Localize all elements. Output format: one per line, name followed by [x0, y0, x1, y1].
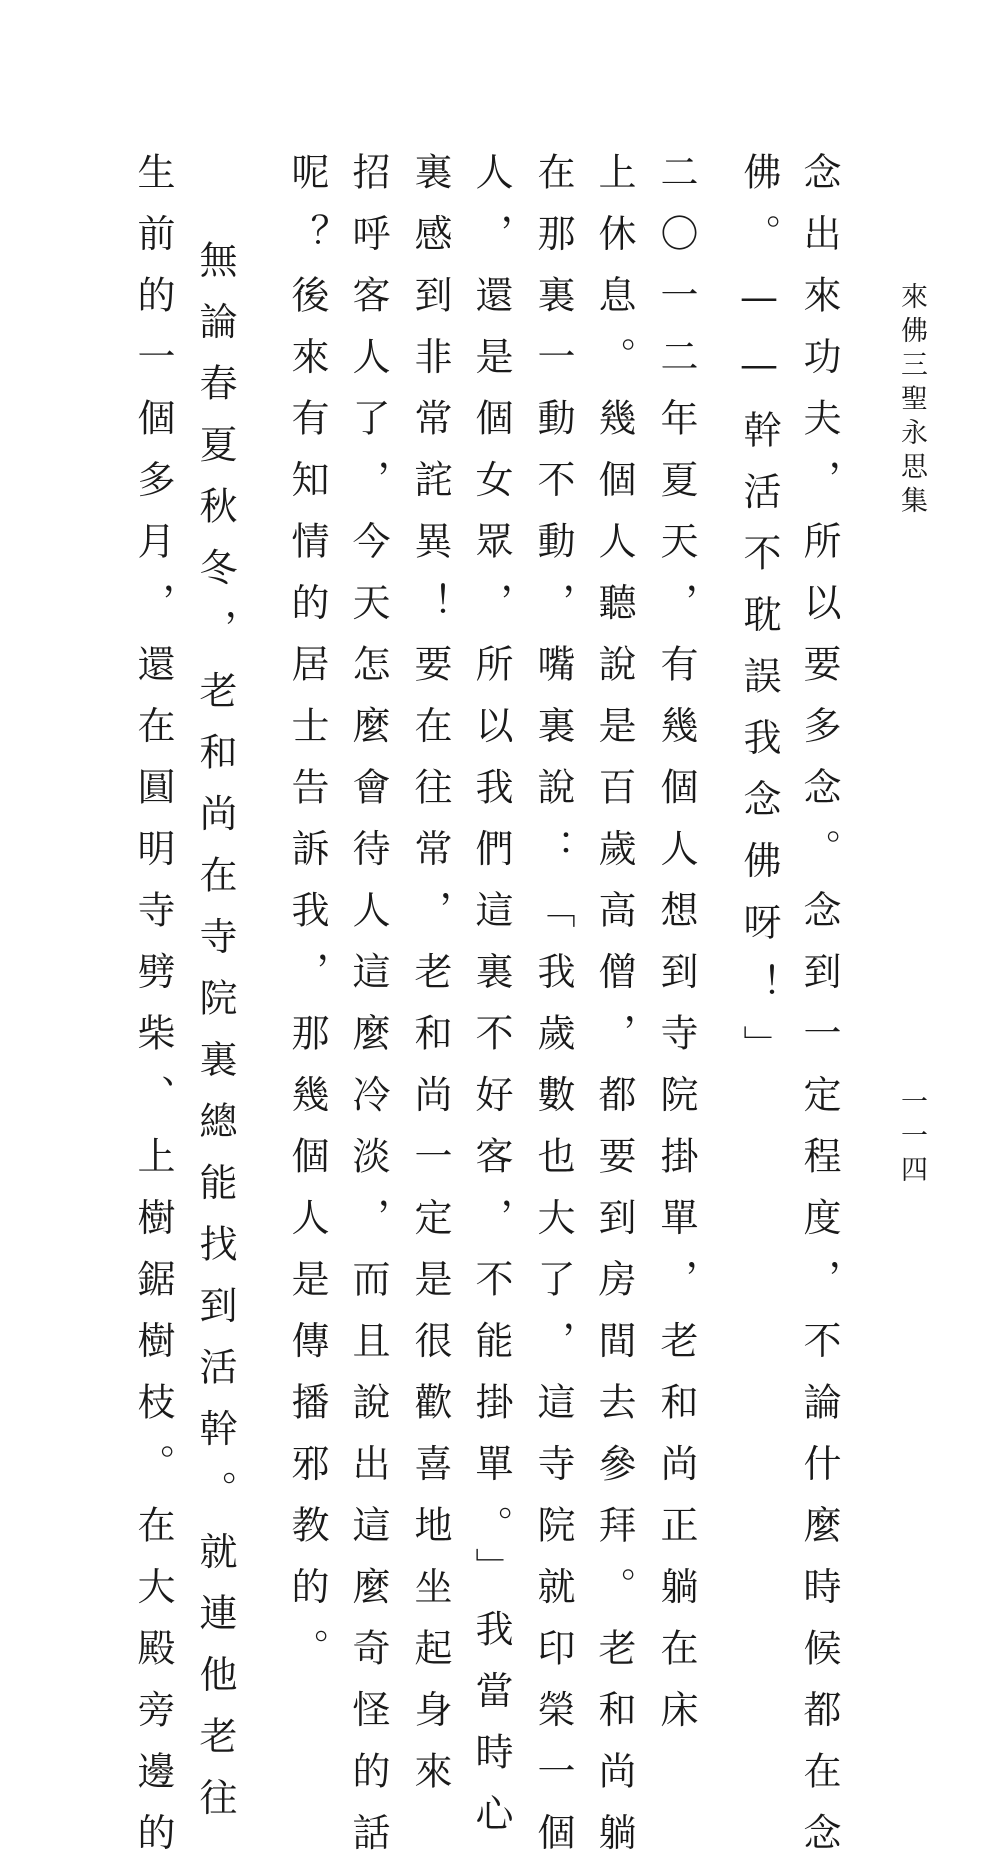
text-column-5: 上休息。幾個人聽說是百歲高僧，都要到房間去參拜。老和尚躺 — [592, 152, 636, 1874]
text-column-6: 在那裏一動不動，嘴裏說：「我歲數也大了，這寺院就印榮一個 — [531, 152, 575, 1874]
text-column-2: 佛。——幹活不耽誤我念佛呀！」 — [737, 152, 781, 1087]
text-column-1: 念出來功夫，所以要多念。念到一定程度，不論什麼時候都在念 — [797, 152, 841, 1874]
text-column-13: 生前的一個多月，還在圓明寺劈柴、上樹鋸樹枝。在大殿旁邊的 — [131, 152, 175, 1874]
page-number: 一一四 — [896, 1087, 927, 1189]
text-column-7: 人，還是個女眾，所以我們這裏不好客，不能掛單。」我當時心 — [469, 152, 513, 1855]
text-column-10: 呢？後來有知情的居士告訴我，那幾個人是傳播邪教的。 — [285, 152, 329, 1690]
book-title-header: 來佛三聖永思集 — [896, 282, 927, 520]
text-column-12: 無論春夏秋冬，老和尚在寺院裏總能找到活幹。就連他老往 — [193, 240, 237, 1839]
text-column-4: 二〇一二年夏天，有幾個人想到寺院掛單，老和尚正躺在床 — [654, 152, 698, 1751]
text-column-8: 裏感到非常詫異！要在往常，老和尚一定是很歡喜地坐起身來 — [408, 152, 452, 1813]
text-column-9: 招呼客人了，今天怎麼會待人這麼冷淡，而且說出這麼奇怪的話 — [346, 152, 390, 1874]
